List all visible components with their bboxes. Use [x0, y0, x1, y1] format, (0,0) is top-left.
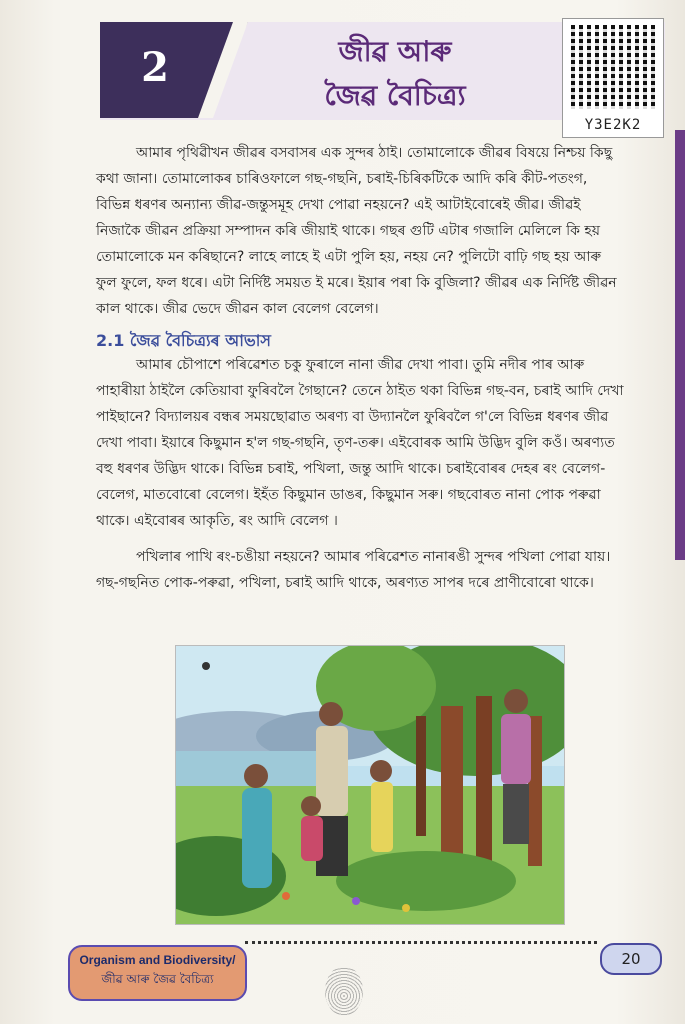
qr-code-panel[interactable] — [562, 18, 664, 138]
qr-code-label: Y3E2K2 — [584, 117, 642, 133]
footer-title-english: Organism and Biodiversity/ — [79, 953, 236, 967]
right-color-strip — [675, 130, 685, 560]
footer-title-assamese: জীৱ আৰু জৈৱ বৈচিত্ৰ্য — [101, 972, 214, 986]
section-heading: 2.1 জৈৱ বৈচিত্ৰ্যৰ আভাস — [96, 331, 271, 350]
fingerprint-mark — [325, 966, 363, 1016]
page-number: 20 — [600, 943, 662, 975]
chapter-title — [270, 30, 520, 118]
chapter-number: 2 — [141, 44, 169, 91]
section-paragraph-2: পখিলাৰ পাখি ৰং-চঙীয়া নহয়নে? আমাৰ পৰিৱেশত নানাৰঙী সুন্দৰ পখিলা পোৱা যায়। গছ-গছনিত পোক-পৰুৱা, পখিলা, চৰাই আদি থাকে, অৰণ্যত সাপৰ দৰে প্ৰাণীবোৰো থাকে। — [96, 549, 611, 591]
intro-paragraph: আমাৰ পৃথিৱীখন জীৱৰ বসবাসৰ এক সুন্দৰ ঠাই। তোমালোকে জীৱৰ বিষয়ে নিশ্চয় কিছু কথা জানা। তোমালোকৰ চাৰিওফালে গছ-গছনি, চৰাই-চিৰিকটিকে আদি কৰি কীট-পতংগ, বিভিন্ন ধৰণৰ অন্যান্য জীৱ-জন্তুসমূহ দেখা পোৱা নহয়নে? এই আটাইবোৰেই জীৱ। জীৱই নিজাকৈ জীৱন প্ৰক্ৰিয়া সম্পাদন কৰি জীয়াই থাকে। গছৰ গুটি এটাৰ গজালি মেলিলে কি হয় তোমালোকে মন কৰিছানে? লাহে লাহে ই এটা পুলি হয়, নহয় নে? পুলিটো বাঢ়ি গছ হয় আৰু ফুল ফুলে, ফল ধৰে। এটা নিৰ্দিষ্ট সময়ত ই মৰে। ইয়াৰ পৰা কি বুজিলা? জীৱৰ এক নিৰ্দিষ্ট জীৱন কাল থাকে। জীৱ ভেদে জীৱন কাল বেলেগ বেলেগ। — [96, 145, 617, 317]
chapter-title-line1: জীৱ আৰু — [338, 35, 452, 68]
chapter-title-line2: জৈৱ বৈচিত্ৰ্য — [324, 79, 466, 112]
qr-code-icon — [571, 25, 655, 109]
footer-dotted-rule — [245, 941, 597, 944]
family-in-forest-illustration — [175, 645, 565, 925]
footer-chapter-label — [68, 945, 247, 1001]
illustration-svg — [176, 646, 564, 924]
section-paragraph-1: আমাৰ চৌপাশে পৰিৱেশত চকু ফুৰালে নানা জীৱ দেখা পাবা। তুমি নদীৰ পাৰ আৰু পাহাৰীয়া ঠাইলৈ কেতিয়াবা ফুৰিবলৈ গৈছানে? তেনে ঠাইত থকা বিভিন্ন গছ-বন, চৰাই আদি দেখা পাইছানে? বিদ্যালয়ৰ বন্ধৰ সময়ছোৱাত অৰণ্য বা উদ্যানলৈ ফুৰিবলৈ গ'লে বিভিন্ন ধৰণৰ জীৱ দেখা পাবা। ইয়াৰে কিছুমান হ'ল গছ-গছনি, তৃণ-তৰু। এইবোৰক আমি উদ্ভিদ বুলি কওঁ। অৰণ্যত বহু ধৰণৰ উদ্ভিদ থাকে। বিভিন্ন চৰাই, পখিলা, জন্তু আদি থাকে। চৰাইবোৰৰ দেহৰ ৰং বেলেগ-বেলেগ, মাতবোৰো বেলেগ। ইহঁত কিছুমান ডাঙৰ, কিছুমান সৰু। গছবোৰত নানা পোক পৰুৱা থাকে। এইবোৰৰ আকৃতি, ৰং আদি বেলেগ । — [96, 357, 624, 529]
